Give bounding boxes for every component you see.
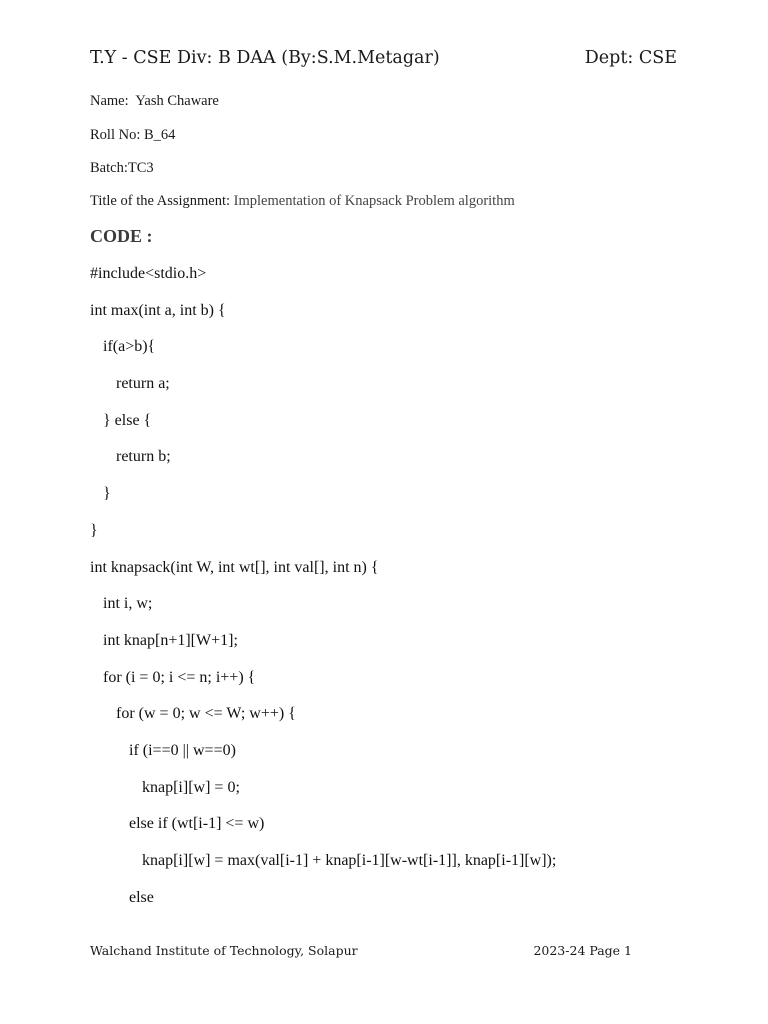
code-line: knap[i][w] = max(val[i-1] + knap[i-1][w-wt[i-1]], knap[i-1][w]);	[142, 852, 557, 869]
code-block	[90, 263, 690, 923]
code-line: return b;	[116, 448, 171, 466]
code-line: knap[i][w] = 0;	[142, 778, 240, 796]
assignment-title-value: Implementation of Knapsack Problem algorithm	[233, 193, 515, 209]
page-header	[90, 46, 677, 72]
footer-institute: Walchand Institute of Technology, Solapur	[90, 943, 358, 958]
batch: Batch:TC3	[90, 160, 154, 176]
assignment-title	[90, 193, 515, 210]
code-heading: CODE :	[90, 226, 153, 246]
code-line: }	[90, 521, 98, 539]
page-footer	[90, 943, 632, 961]
footer-page-number: 2023-24 Page 1	[533, 943, 632, 958]
roll-number: Roll No: B_64	[90, 127, 176, 143]
code-line: else if (wt[i-1] <= w)	[129, 815, 265, 833]
code-line: int i, w;	[103, 595, 153, 613]
code-line: #include<stdio.h>	[90, 265, 207, 282]
code-line: for (w = 0; w <= W; w++) {	[116, 705, 296, 723]
code-line: else	[129, 888, 154, 906]
header-course-info: T.Y - CSE Div: B DAA (By:S.M.Metagar)	[90, 48, 440, 68]
assignment-title-label: Title of the Assignment:	[90, 193, 234, 209]
code-line: }	[103, 485, 111, 503]
code-line: } else {	[103, 411, 152, 429]
code-line: return a;	[116, 375, 170, 393]
code-line: int max(int a, int b) {	[90, 301, 226, 319]
header-department: Dept: CSE	[584, 48, 677, 68]
code-line: if (i==0 || w==0)	[129, 741, 236, 759]
student-name: Name: Yash Chaware	[90, 93, 219, 109]
code-line: if(a>b){	[103, 338, 156, 356]
code-line: int knapsack(int W, int wt[], int val[], int n) {	[90, 558, 379, 576]
code-line: for (i = 0; i <= n; i++) {	[103, 668, 256, 686]
code-line: int knap[n+1][W+1];	[103, 631, 238, 649]
